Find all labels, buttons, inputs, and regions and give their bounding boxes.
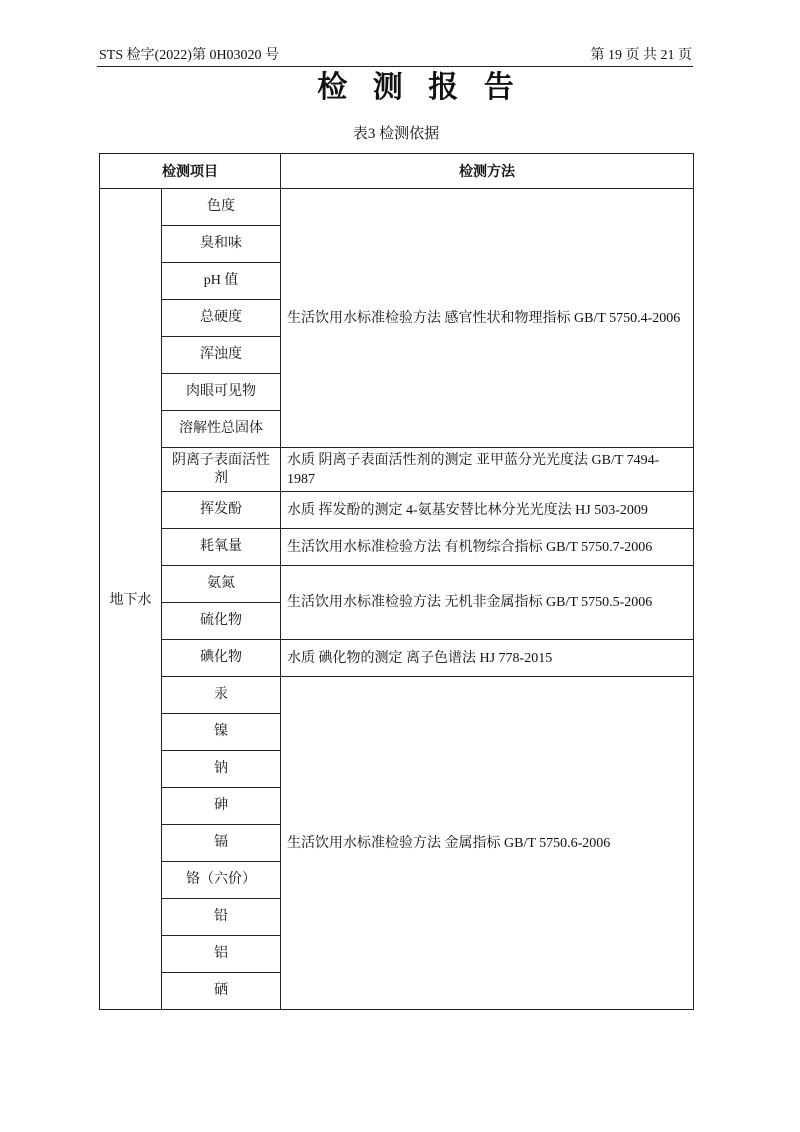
page-indicator: 第 19 页 共 21 页 bbox=[590, 48, 692, 63]
item-cell: 肉眼可见物 bbox=[162, 374, 281, 411]
method-cell: 水质 碘化物的测定 离子色谱法 HJ 778-2015 bbox=[281, 640, 694, 677]
report-number: STS 检字(2022)第 0H03020 号 bbox=[99, 48, 280, 63]
method-cell: 水质 挥发酚的测定 4-氨基安替比林分光光度法 HJ 503-2009 bbox=[281, 492, 694, 529]
table-row bbox=[100, 448, 694, 492]
method-cell: 生活饮用水标准检验方法 感官性状和物理指标 GB/T 5750.4-2006 bbox=[281, 189, 694, 448]
method-cell: 生活饮用水标准检验方法 金属指标 GB/T 5750.6-2006 bbox=[281, 677, 694, 1010]
item-cell: 汞 bbox=[162, 677, 281, 714]
method-cell: 生活饮用水标准检验方法 无机非金属指标 GB/T 5750.5-2006 bbox=[281, 566, 694, 640]
item-cell: 色度 bbox=[162, 189, 281, 226]
item-cell: 挥发酚 bbox=[162, 492, 281, 529]
item-cell: 臭和味 bbox=[162, 226, 281, 263]
header-divider bbox=[97, 66, 693, 67]
test-basis-table bbox=[99, 153, 694, 1010]
item-cell: 氨氮 bbox=[162, 566, 281, 603]
method-cell: 生活饮用水标准检验方法 有机物综合指标 GB/T 5750.7-2006 bbox=[281, 529, 694, 566]
method-cell: 水质 阴离子表面活性剂的测定 亚甲蓝分光光度法 GB/T 7494-1987 bbox=[281, 448, 694, 492]
category-cell: 地下水 bbox=[100, 189, 162, 1010]
table-row bbox=[100, 492, 694, 529]
table-caption: 表3 检测依据 bbox=[352, 126, 440, 142]
page-title: 检 测 报 告 bbox=[317, 71, 523, 104]
item-cell: pH 值 bbox=[162, 263, 281, 300]
item-cell: 浑浊度 bbox=[162, 337, 281, 374]
item-cell: 镉 bbox=[162, 825, 281, 862]
item-cell: 铅 bbox=[162, 899, 281, 936]
item-cell: 硫化物 bbox=[162, 603, 281, 640]
table-row bbox=[100, 529, 694, 566]
table-row bbox=[100, 677, 694, 714]
table-header-row bbox=[100, 154, 694, 189]
table-row bbox=[100, 640, 694, 677]
item-cell: 镍 bbox=[162, 714, 281, 751]
item-cell: 铝 bbox=[162, 936, 281, 973]
item-cell: 钠 bbox=[162, 751, 281, 788]
item-cell: 溶解性总固体 bbox=[162, 411, 281, 448]
item-cell: 铬（六价） bbox=[162, 862, 281, 899]
header-test-item: 检测项目 bbox=[100, 154, 281, 189]
header-test-method: 检测方法 bbox=[281, 154, 694, 189]
item-cell: 阴离子表面活性剂 bbox=[162, 448, 281, 492]
item-cell: 总硬度 bbox=[162, 300, 281, 337]
table-row bbox=[100, 189, 694, 226]
item-cell: 硒 bbox=[162, 973, 281, 1010]
item-cell: 碘化物 bbox=[162, 640, 281, 677]
item-cell: 砷 bbox=[162, 788, 281, 825]
table-row bbox=[100, 566, 694, 603]
item-cell: 耗氧量 bbox=[162, 529, 281, 566]
